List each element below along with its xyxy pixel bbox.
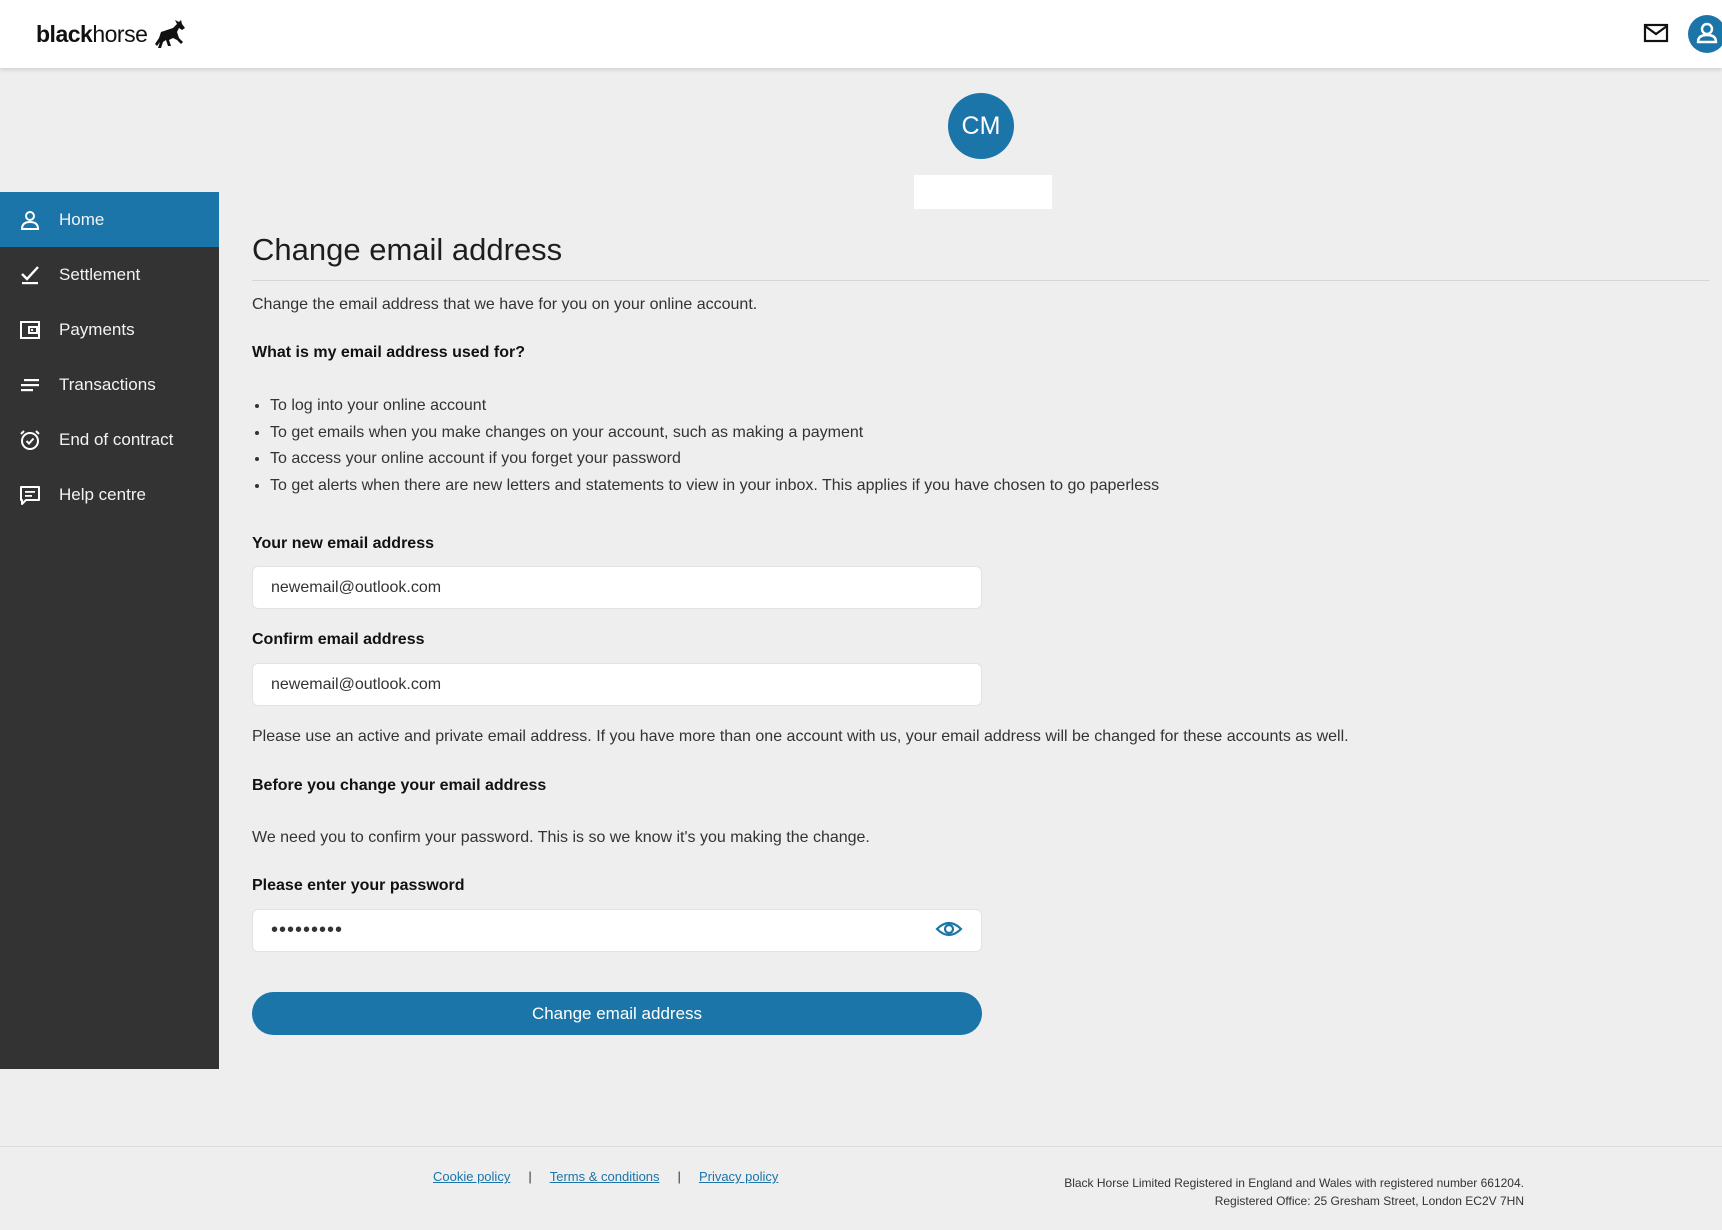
change-email-button[interactable]: Change email address [252, 992, 982, 1035]
intro-text: Change the email address that we have for you on your online account. [252, 296, 758, 313]
mail-icon[interactable] [1643, 22, 1669, 44]
footer-divider [0, 1146, 1722, 1147]
legal-line: Registered Office: 25 Gresham Street, London EC2V 7HN [1214, 1194, 1524, 1208]
logo-text: blackhorse [36, 20, 148, 47]
terms-link[interactable]: Terms & conditions [549, 1169, 660, 1184]
person-icon [18, 208, 42, 232]
sidebar-item-end-of-contract[interactable] [0, 412, 219, 467]
user-name-placeholder [914, 175, 1052, 209]
list-item: • To get emails when you make changes on your account, such as making a payment [270, 423, 1159, 450]
list-item: • To get alerts when there are new letters and statements to view in your inbox. This applies if you have chosen to go paperless [270, 476, 1159, 503]
list-item: • To access your online account if you forget your password [270, 449, 1159, 476]
new-email-input[interactable] [252, 566, 982, 609]
sidebar-item-label: Home [59, 209, 105, 229]
user-avatar: CM [948, 93, 1014, 159]
blackhorse-logo[interactable] [36, 18, 187, 50]
sidebar-item-label: Help centre [59, 484, 146, 504]
privacy-note: Please use an active and private email address. If you have more than one account with us, your email address will be changed for these accounts as well. [252, 728, 1349, 745]
sidebar-item-label: Settlement [59, 264, 141, 284]
sidebar-item-label: Transactions [59, 374, 156, 394]
footer-links [433, 1169, 778, 1184]
confirm-email-input[interactable] [252, 663, 982, 706]
password-input[interactable] [252, 909, 982, 952]
sidebar-item-home[interactable] [0, 192, 219, 247]
sidebar-item-transactions[interactable] [0, 357, 219, 412]
cookie-policy-link[interactable]: Cookie policy [433, 1169, 511, 1184]
privacy-policy-link[interactable]: Privacy policy [698, 1169, 779, 1184]
legal-text [1064, 1174, 1524, 1210]
horse-logo-icon [151, 18, 187, 50]
sidebar-item-help-centre[interactable] [0, 467, 219, 522]
chat-icon [18, 483, 42, 507]
check-icon [18, 263, 42, 287]
wallet-icon [18, 318, 42, 342]
page-title: Change email address [252, 232, 563, 267]
title-divider [252, 280, 1710, 281]
legal-line: Black Horse Limited Registered in England and Wales with registered number 661204. [1064, 1176, 1524, 1190]
user-silhouette-icon [1688, 15, 1722, 53]
password-note: We need you to confirm your password. This is so we know it's you making the change. [252, 829, 870, 846]
sidebar-nav [0, 192, 219, 1069]
footer-separator: | [677, 1169, 681, 1184]
sidebar-item-label: End of contract [59, 429, 174, 449]
password-label: Please enter your password [252, 877, 465, 894]
sidebar-item-payments[interactable] [0, 302, 219, 357]
uses-heading: What is my email address used for? [252, 344, 525, 361]
top-header [0, 0, 1722, 68]
eye-icon[interactable] [935, 918, 963, 940]
before-change-heading: Before you change your email address [252, 777, 547, 794]
new-email-label: Your new email address [252, 535, 434, 552]
user-profile-icon[interactable] [1688, 15, 1722, 53]
footer-separator: | [528, 1169, 532, 1184]
lines-icon [18, 373, 42, 397]
sidebar-item-settlement[interactable] [0, 247, 219, 302]
alarm-clock-icon [18, 428, 42, 452]
confirm-email-label: Confirm email address [252, 631, 425, 648]
uses-list [270, 396, 1159, 502]
list-item: • To log into your online account [270, 396, 1159, 423]
sidebar-item-label: Payments [59, 319, 135, 339]
